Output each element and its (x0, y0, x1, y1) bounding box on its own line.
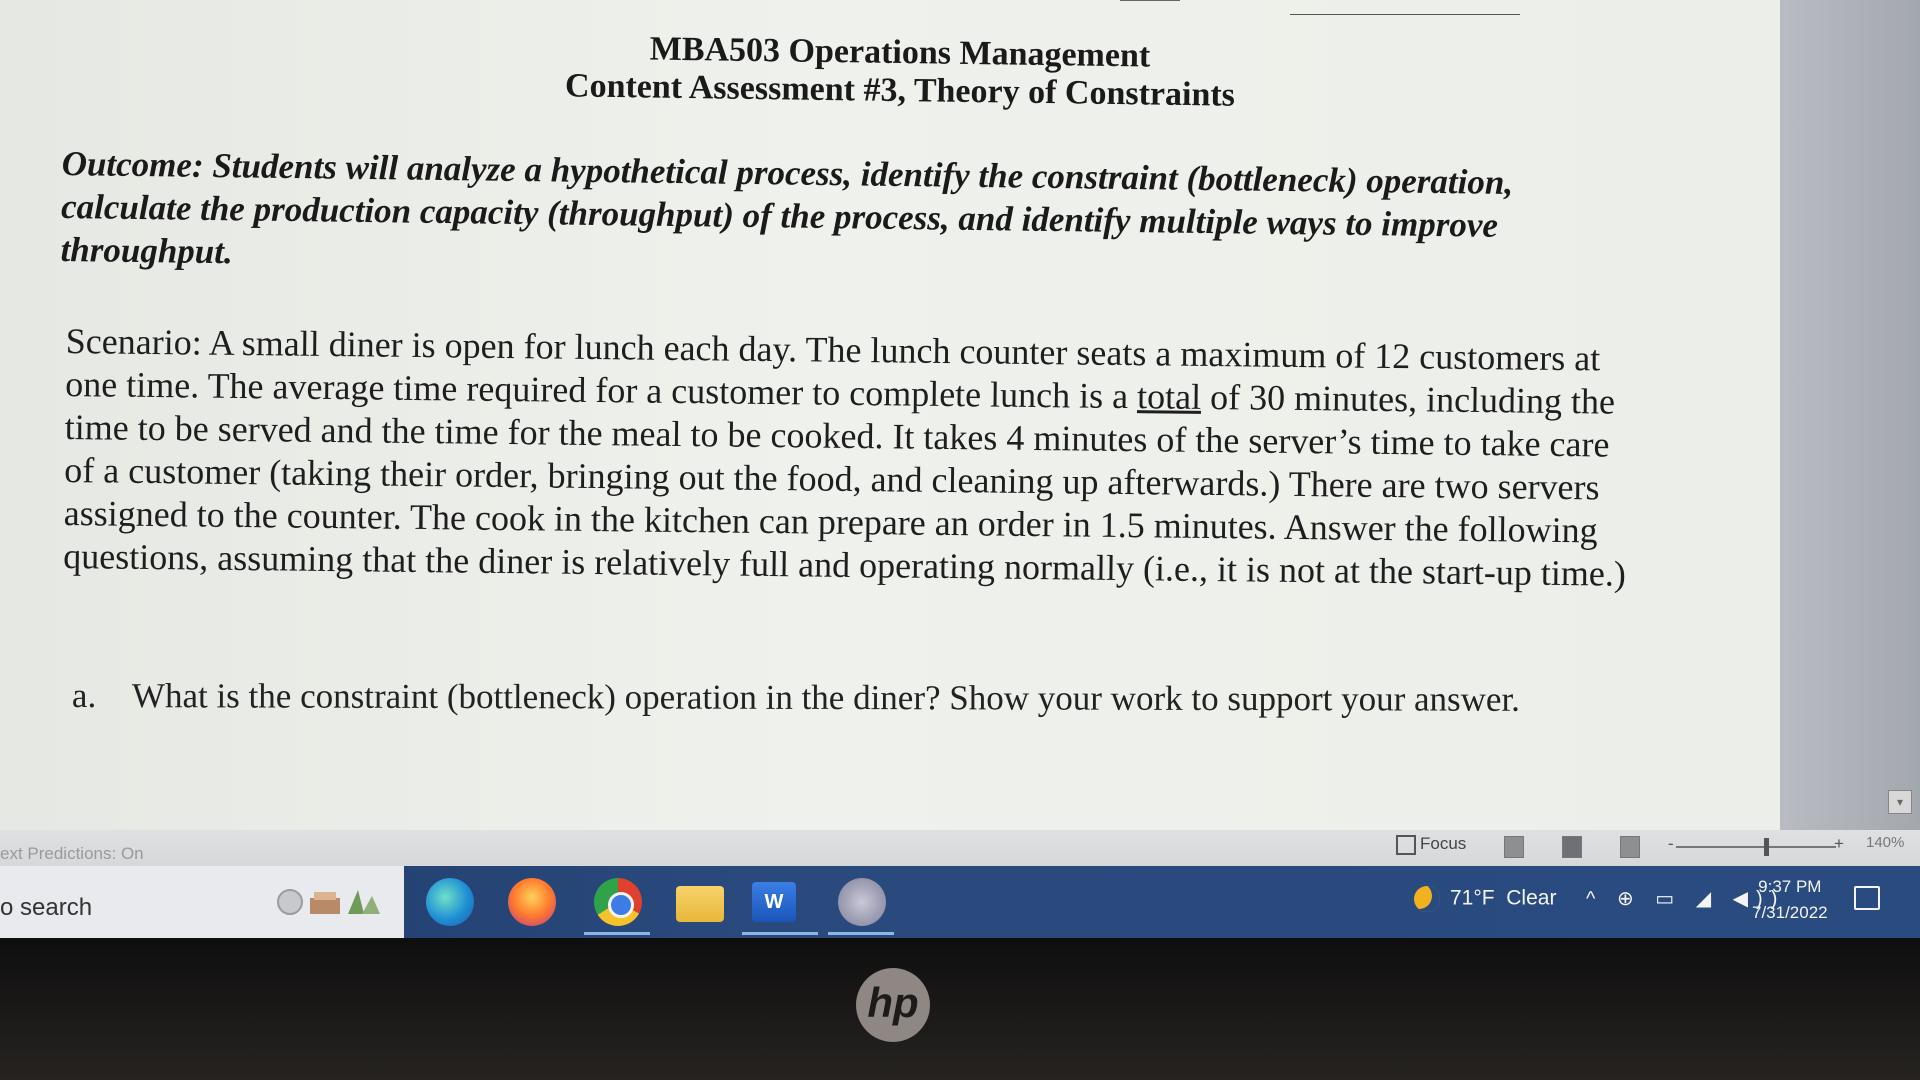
window-background (1780, 0, 1920, 830)
zoom-out-button[interactable]: - (1668, 834, 1674, 853)
focus-button[interactable] (1396, 834, 1466, 855)
running-indicator (828, 932, 894, 935)
taskbar-search-box[interactable] (0, 866, 404, 938)
outcome-paragraph: Outcome: Students will analyze a hypothetical process, identify the constraint (bottleneck) operation, calculate the production capacity (throughput) of the process, and identify multiple ways to improve throughput. (60, 143, 1514, 272)
edge-icon[interactable] (426, 878, 474, 926)
running-indicator (584, 932, 650, 935)
clock-date: 7/31/2022 (1752, 903, 1828, 922)
system-tray-icons[interactable]: ^ ⊕ ▭ ◢ ◀)) (1586, 888, 1786, 910)
moon-icon (1414, 886, 1440, 912)
firefox-icon[interactable] (508, 878, 556, 926)
question-a (72, 676, 1632, 720)
text-predictions-status[interactable]: ext Predictions: On (0, 844, 144, 863)
word-icon[interactable]: W (752, 882, 796, 922)
weather-temperature: 71°F (1450, 886, 1495, 910)
app-icon[interactable] (838, 878, 886, 926)
question-label: a. (71, 676, 97, 716)
notification-icon[interactable] (1854, 886, 1880, 910)
header-rule (1290, 14, 1520, 15)
search-placeholder: o search (0, 894, 93, 921)
document-title: MBA503 Operations Management (649, 30, 1151, 75)
focus-icon (1396, 835, 1416, 855)
zoom-in-button[interactable]: + (1834, 834, 1844, 853)
file-explorer-icon[interactable] (676, 886, 724, 922)
scenario-text: of 30 minutes, including the time to be served and the time for the meal to be cooked. It takes 4 minutes of the server’s time to take care of a customer (taking their order, bringing out the food, and cleaning up afterwards.) There are two servers assigned to the counter. The cook in the kitchen can prepare an order in 1.5 minutes. Answer the following questions, assuming that the diner is relatively full and operating normally (i.e., it is not at the start-up time.) (63, 376, 1627, 594)
taskbar-clock[interactable] (1752, 874, 1828, 926)
scenario-paragraph (63, 320, 1636, 596)
scroll-down-button[interactable]: ▾ (1888, 790, 1912, 814)
document-subtitle: Content Assessment #3, Theory of Constraints (564, 67, 1236, 114)
active-indicator (742, 932, 818, 935)
weather-widget[interactable] (1414, 886, 1556, 912)
zoom-level[interactable]: 140% (1866, 834, 1905, 851)
clock-time: 9:37 PM (1758, 877, 1822, 896)
focus-label: Focus (1420, 834, 1467, 853)
read-mode-icon[interactable] (1504, 836, 1524, 858)
chrome-icon[interactable] (594, 878, 642, 926)
header-rule (1120, 0, 1180, 1)
underlined-word: total (1136, 376, 1202, 417)
laptop-bezel (0, 938, 1920, 1080)
print-layout-icon[interactable] (1562, 836, 1582, 858)
word-status-bar (0, 830, 1920, 866)
weather-condition: Clear (1506, 886, 1557, 910)
zoom-slider-thumb[interactable] (1764, 838, 1769, 856)
search-highlight-icon (276, 884, 386, 920)
question-text: What is the constraint (bottleneck) operation in the diner? Show your work to support your answer. (131, 676, 1521, 719)
hp-logo: hp (856, 968, 930, 1042)
scenario-text: Scenario: A small diner is open for lunch each day. The lunch counter seats a maximum of 12 customers at one time. The average time required for a customer to complete lunch is a (65, 320, 1601, 417)
zoom-slider[interactable] (1676, 846, 1836, 848)
windows-taskbar (0, 866, 1920, 938)
web-layout-icon[interactable] (1620, 836, 1640, 858)
